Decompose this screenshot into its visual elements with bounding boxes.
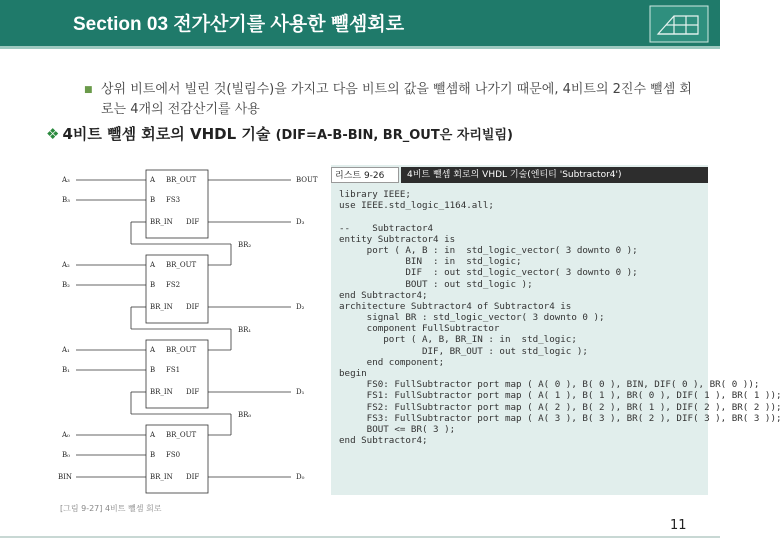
- code-line: -- Subtractor4: [339, 222, 434, 234]
- input-label: B₁: [62, 366, 70, 374]
- code-line: BIN : in std_logic;: [339, 256, 522, 268]
- code-line: end Subtractor4;: [339, 289, 428, 301]
- bullet-heading: [46, 123, 513, 144]
- code-line: entity Subtractor4 is: [339, 233, 456, 245]
- subtractor-circuit-diagram: [56, 160, 331, 495]
- page-number: 11: [670, 518, 687, 533]
- code-lines: [339, 189, 782, 446]
- pin-label: BR_IN: [150, 388, 173, 396]
- output-label: D₀: [296, 473, 305, 481]
- pin-label: BR_OUT: [166, 431, 197, 439]
- bin-label: BIN: [58, 473, 73, 481]
- block-name: FS3: [166, 196, 181, 204]
- input-label: A₂: [62, 261, 70, 269]
- code-line: architecture Subtractor4 of Subtractor4 is: [339, 300, 572, 312]
- input-label: B₂: [62, 281, 70, 289]
- pin-label: B: [150, 451, 156, 459]
- page-title: Section 03 전가산기를 사용한 뺄셈회로: [73, 14, 405, 35]
- code-line: library IEEE;: [339, 189, 411, 200]
- bout-label: BOUT: [296, 176, 318, 184]
- input-label: B₀: [62, 451, 70, 459]
- code-line: [339, 211, 782, 222]
- code-line: BOUT : out std_logic );: [339, 278, 533, 290]
- pin-label: B: [150, 196, 156, 204]
- borrow-label: BR₁: [238, 326, 252, 334]
- code-listing: [331, 165, 782, 495]
- block-name: FS0: [166, 451, 181, 459]
- pin-label: A: [150, 261, 156, 269]
- header-divider: [0, 46, 720, 49]
- input-label: A₀: [62, 431, 70, 439]
- block-name: FS2: [166, 281, 181, 289]
- square-bullet-icon: ■: [84, 85, 93, 95]
- figure-caption: [그림 9-27] 4비트 뺄셈 회로: [60, 504, 162, 513]
- code-line: FS3: FullSubtractor port map ( A( 3 ), B( 3 ), BR( 2 ), DIF( 3 ), BR( 3 ));: [339, 412, 782, 424]
- pin-label: BR_IN: [150, 473, 173, 481]
- pin-label: B: [150, 366, 156, 374]
- pin-label: BR_OUT: [166, 261, 197, 269]
- pin-label: BR_OUT: [166, 346, 197, 354]
- borrow-label: BR₀: [238, 411, 252, 419]
- pin-label: BR_IN: [150, 303, 173, 311]
- code-line: end component;: [339, 356, 445, 368]
- bullet-item: [84, 80, 704, 120]
- building-icon: [648, 4, 710, 44]
- bullet-text: 상위 비트에서 빌린 것(빌림수)을 가지고 다음 비트의 값을 뺄셈해 나가기 때문에, 4비트의 2진수 뺄셈 회로는 4개의 전감산기를 사용: [101, 82, 692, 117]
- code-line: FS1: FullSubtractor port map ( A( 1 ), B( 1 ), BR( 0 ), DIF( 1 ), BR( 1 ));: [339, 390, 782, 402]
- input-label: B₃: [62, 196, 70, 204]
- input-label: A₃: [62, 176, 70, 184]
- listing-badge: 리스트 9-26: [331, 167, 399, 183]
- footer-divider: [0, 536, 720, 538]
- input-label: A₁: [62, 346, 70, 354]
- pin-label: DIF: [186, 303, 200, 311]
- output-label: D₂: [296, 303, 305, 311]
- header-bar: [0, 0, 720, 46]
- pin-label: A: [150, 346, 156, 354]
- code-listing-header: [331, 165, 708, 185]
- code-line: end Subtractor4;: [339, 435, 428, 447]
- code-line: FS2: FullSubtractor port map ( A( 2 ), B( 2 ), BR( 1 ), DIF( 2 ), BR( 2 ));: [339, 401, 782, 413]
- pin-label: BR_OUT: [166, 176, 197, 184]
- code-line: port ( A, B, BR_IN : in std_logic;: [339, 334, 577, 346]
- code-line: DIF, BR_OUT : out std_logic );: [339, 345, 588, 357]
- code-line: component FullSubtractor: [339, 323, 500, 335]
- code-line: signal BR : std_logic_vector( 3 downto 0 );: [339, 312, 605, 324]
- code-line: port ( A, B : in std_logic_vector( 3 downto 0 );: [339, 244, 638, 256]
- pin-label: DIF: [186, 473, 200, 481]
- output-label: D₃: [296, 218, 305, 226]
- output-label: D₁: [296, 388, 305, 396]
- diamond-check-icon: ❖: [46, 125, 60, 143]
- pin-label: DIF: [186, 388, 200, 396]
- code-line: BOUT <= BR( 3 );: [339, 423, 456, 435]
- code-line: begin: [339, 368, 367, 379]
- code-line: FS0: FullSubtractor port map ( A( 0 ), B( 0 ), BIN, DIF( 0 ), BR( 0 ));: [339, 379, 760, 391]
- pin-label: B: [150, 281, 156, 289]
- code-line: use IEEE.std_logic_1164.all;: [339, 200, 494, 212]
- pin-label: A: [150, 176, 156, 184]
- code-line: DIF : out std_logic_vector( 3 downto 0 );: [339, 267, 638, 279]
- pin-label: A: [150, 431, 156, 439]
- pin-label: DIF: [186, 218, 200, 226]
- pin-label: BR_IN: [150, 218, 173, 226]
- bullet-heading-text: 4비트 뺄셈 회로의 VHDL 기술: [62, 125, 271, 143]
- bullet-heading-note: (DIF=A-B-BIN, BR_OUT은 자리빌림): [275, 128, 513, 143]
- listing-title: 4비트 뺄셈 회로의 VHDL 기술(엔티티 'Subtractor4'): [401, 167, 708, 183]
- borrow-label: BR₂: [238, 241, 252, 249]
- block-name: FS1: [166, 366, 181, 374]
